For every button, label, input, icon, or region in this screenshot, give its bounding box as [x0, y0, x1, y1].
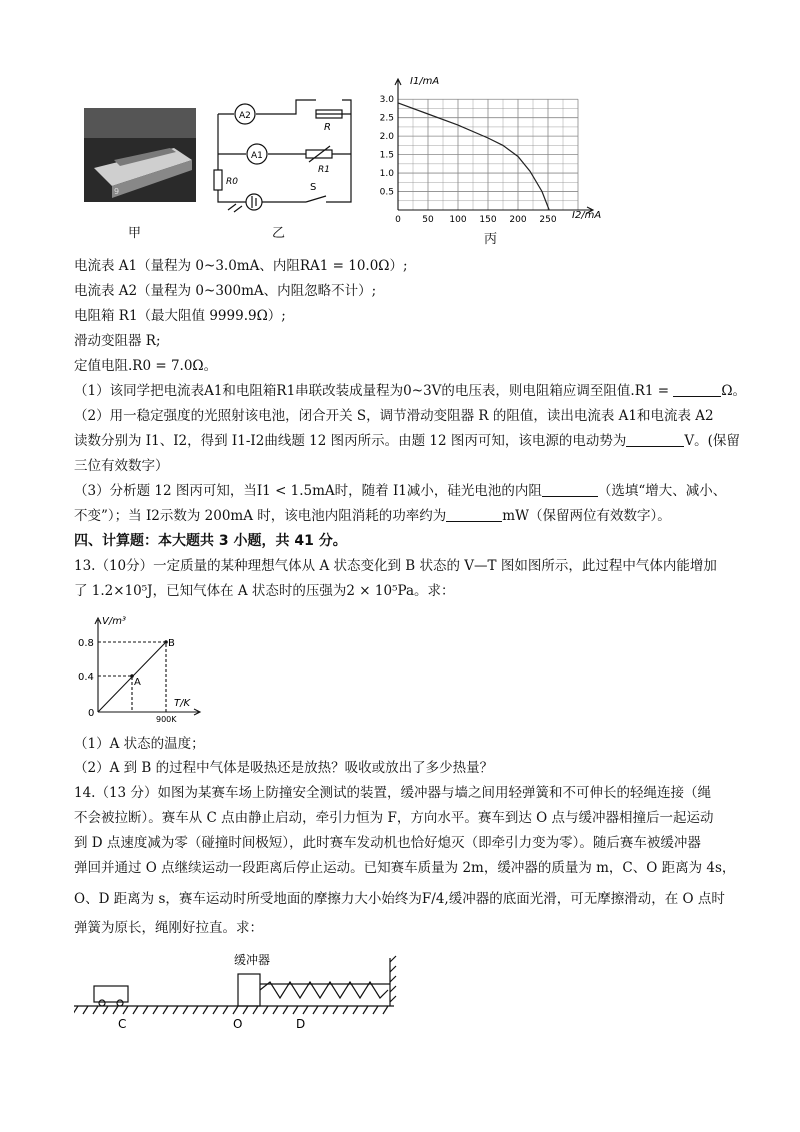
chart-xtick: 250: [539, 215, 557, 225]
a1-label: A1: [251, 151, 263, 161]
chart-ytick: 2.5: [379, 113, 394, 124]
buffer-label: 缓冲器: [234, 953, 271, 967]
question-1: [74, 381, 750, 401]
q3-unit: mW（保留两位有效数字）。: [502, 508, 671, 524]
line-r0: 定值电阻.R0 = 7.0Ω。: [74, 358, 218, 374]
problem-14-line4: 弹回并通过 O 点继续运动一段距离后停止运动。已知赛车质量为 2m，缓冲器的质量为 m，C、O 距离为 4s，: [74, 860, 736, 876]
chart-xtick: 100: [449, 215, 467, 225]
r1-label: R1: [318, 165, 330, 175]
svg-text:9: 9: [114, 187, 120, 196]
problem-13-line2: 了 1.2×10⁵J，已知气体在 A 状态时的压强为2 × 10⁵Pa。求：: [74, 583, 455, 599]
s-label: S: [310, 182, 317, 193]
figure-bing-chart: [370, 72, 610, 230]
r-label: R: [324, 122, 331, 133]
race-car: [94, 986, 128, 1002]
point-o-label: O: [233, 1017, 243, 1031]
figure-yi-circuit: [206, 92, 356, 216]
problem-13-q1: （1）A 状态的温度；: [74, 736, 205, 752]
chart-ytick: 1.5: [379, 150, 394, 161]
chart-xlabel: I2/mA: [572, 210, 602, 221]
line-a2: 电流表 A2（量程为 0~300mA、内阻忽略不计）;: [74, 283, 377, 299]
q3-text: （3）分析题 12 图丙可知，当I1 < 1.5mA时，随着 I1减小，硅光电池的内阻: [74, 483, 542, 499]
problem-14-line2: 不会被拉断）。赛车从 C 点由静止启动，牵引力恒为 F，方向水平。赛车到达 O 点与缓冲器相撞后一起运动: [74, 810, 714, 826]
q1-text: （1）该同学把电流表A1和电阻箱R1串联改装成量程为0~3V的电压表，则电阻箱应调至阻值.R1 =: [74, 383, 674, 399]
chart-ytick: 0.5: [379, 187, 394, 198]
figure-jia: [84, 108, 196, 202]
i1-i2-curve: [398, 103, 549, 210]
buffer-block: [238, 974, 260, 1006]
q3-text-2: 不变”）；当 I2示数为 200mA 时，该电池内阻消耗的功率约为: [74, 508, 447, 524]
chart-xtick: 0: [395, 215, 401, 225]
problem-13-q2: （2）A 到 B 的过程中气体是吸热还是放热？吸收或放出了多少热量？: [74, 760, 494, 776]
q1-blank[interactable]: [673, 382, 721, 397]
point-c-label: C: [118, 1017, 127, 1031]
problem-13-line1: 13.（10分）一定质量的某种理想气体从 A 状态变化到 B 状态的 V—T 图如图所示，此过程中气体内能增加: [74, 558, 717, 574]
question-2-line1: （2）用一稳定强度的光照射该电池，闭合开关 S，调节滑动变阻器 R 的阻值，读出电流表 A1和电流表 A2: [74, 408, 714, 424]
a2-label: A2: [239, 111, 251, 121]
vt-label-a: A: [134, 677, 141, 688]
line-r: 滑动变阻器 R;: [74, 333, 161, 349]
q1-unit: Ω。: [721, 383, 747, 399]
vt-xlabel: T/K: [174, 698, 191, 709]
q3-blank-2[interactable]: [446, 507, 502, 522]
question-3-line2: [74, 506, 750, 526]
question-3-line1: [74, 481, 750, 501]
vt-graph-svg: [76, 612, 206, 724]
vt-label-b: B: [168, 638, 175, 649]
vt-origin: 0: [88, 708, 95, 719]
vt-graph: [76, 612, 206, 724]
q2-text: 读数分别为 I1、I2，得到 I1-I2曲线题 12 图丙所示。由题 12 图丙可知，该电源的电动势为: [74, 433, 627, 449]
point-d-label: D: [296, 1017, 306, 1031]
chart-xtick: 150: [479, 215, 497, 225]
vt-ylabel: V/m³: [102, 616, 126, 627]
r0-label: R0: [226, 177, 238, 187]
line-r1: 电阻箱 R1（最大阻值 9999.9Ω）;: [74, 308, 286, 324]
line-a1: 电流表 A1（量程为 0~3.0mA、内阻RA1 = 10.0Ω）;: [74, 258, 408, 274]
section-4-heading: 四、计算题：本大题共 3 小题，共 41 分。: [74, 533, 347, 549]
chart-ytick: 1.0: [379, 169, 394, 180]
question-2-line3: 三位有效数字）: [74, 458, 169, 474]
q3-blank-1[interactable]: [542, 482, 598, 497]
circuit-diagram: [206, 92, 356, 216]
problem-14-line3: 到 D 点速度减为零（碰撞时间极短），此时赛车发动机也恰好熄灭（即牵引力变为零）。随后赛车被缓冲器: [74, 835, 701, 851]
problem-14-line5: O、D 距离为 s，赛车运动时所受地面的摩擦力大小始终为F/4,缓冲器的底面光滑，可无摩擦滑动，在 O 点时: [74, 891, 725, 907]
vt-xtick: 900K: [156, 715, 177, 724]
chart-xtick: 200: [509, 215, 527, 225]
caption-jia: 甲: [128, 226, 142, 241]
q3-options: （选填“增大、减小、: [597, 483, 727, 499]
i1-i2-chart: [370, 72, 610, 230]
q2-blank[interactable]: [626, 432, 684, 447]
problem-14-line6: 弹簧为原长，绳刚好拉直。求：: [74, 920, 263, 936]
vt-y04: 0.4: [78, 672, 94, 683]
caption-yi: 乙: [272, 226, 286, 241]
chart-ytick: 3.0: [379, 95, 394, 106]
chart-ylabel: I1/mA: [410, 76, 440, 87]
vt-y08: 0.8: [78, 638, 94, 649]
question-2-line2: [74, 431, 750, 451]
crash-test-figure: [74, 948, 404, 1032]
crash-test-svg: [74, 948, 404, 1032]
q2-unit: V。(保留: [684, 433, 740, 449]
problem-14-line1: 14.（13 分）如图为某赛车场上防撞安全测试的装置，缓冲器与墙之间用轻弹簧和不可伸长的轻绳连接（绳: [74, 785, 711, 801]
solar-cell-photo: [84, 108, 196, 202]
chart-xtick: 50: [422, 215, 434, 225]
chart-ytick: 2.0: [379, 132, 394, 143]
caption-bing: 丙: [484, 232, 498, 247]
